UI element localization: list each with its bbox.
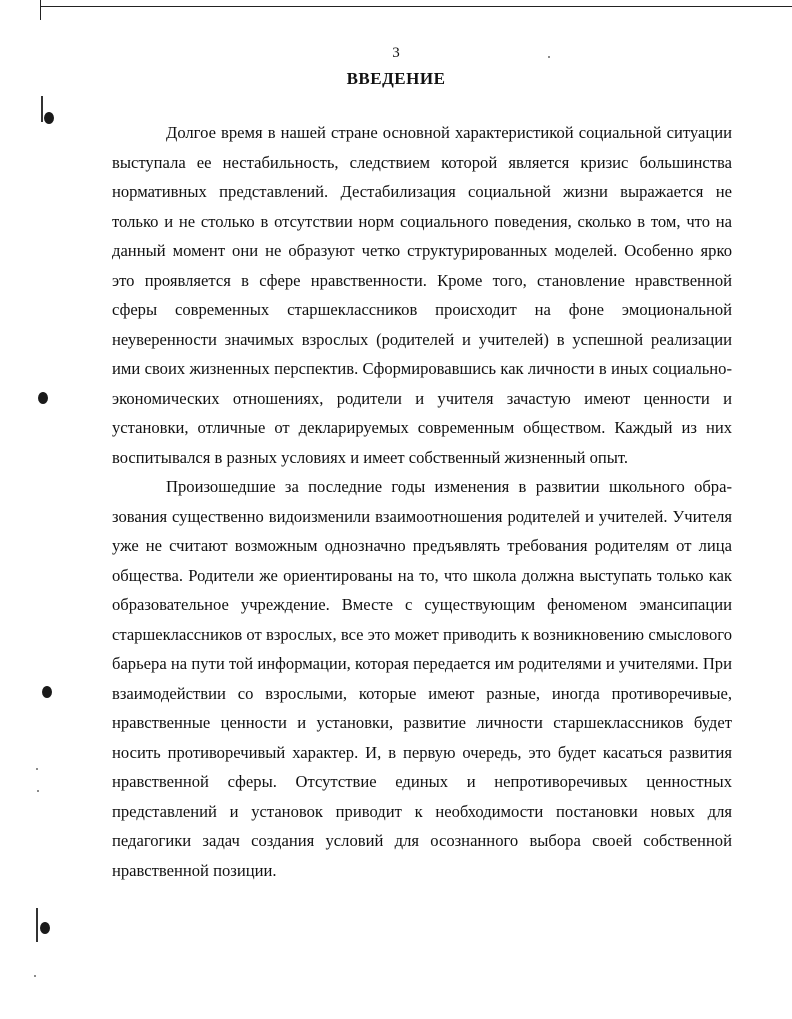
section-heading: ВВЕДЕНИЕ	[346, 69, 446, 88]
punch-hole-mark	[44, 112, 54, 124]
scan-mark	[36, 908, 38, 942]
paragraph: Долгое время в нашей стране основной характеристикой социальной ситуации выступала ее нестабильность, следствием которой является кризис большинства нормативных представлений. Дестабилизация социальной жизни выражается не только и не столько в отсутствии норм социального поведения, сколько в том, что на данный момент они не образуют четко структурированных моделей. Особенно ярко это проявляется в сфере нравственности. Кроме того, становление нравственной сферы современных старшеклассников происходит на фоне эмоциональной неуверенности значимых взрослых (родителей и учителей) в успешной реализации ими своих жизненных перспектив. Сформировавшись как личности в иных социально-экономических отношениях, родители и учителя зачастую имеют ценности и установки, отличные от декларируемых современным обществом. Каждый из них воспитывался в разных условиях и имеет собственный жизненный опыт.	[112, 123, 732, 467]
punch-hole-mark	[40, 922, 50, 934]
scan-speck	[37, 790, 39, 792]
page-border-top	[40, 6, 792, 7]
body-text	[112, 118, 732, 885]
page-number: 3	[392, 45, 400, 61]
punch-hole-mark	[38, 392, 48, 404]
page-border-left	[40, 0, 41, 20]
scan-speck	[34, 975, 36, 977]
scan-mark	[41, 96, 43, 122]
paragraph: Произошедшие за последние годы изменения в развитии школьного образования существенно видоизменили взаимоотношения родителей и учителей. Учителя уже не считают возможным однозначно предъявлять требования родителям от лица общества. Родители же ориентированы на то, что школа должна выступать только как образовательное учреждение. Вместе с существующим феноменом эмансипации старшеклассников от взрослых, все это может приводить к возникновению смыслового барьера на пути той информации, которая передается им родителями и учителями. При взаимодействии со взрослыми, которые имеют разные, иногда противоречивые, нравственные ценности и установки, развитие личности старшеклассников будет носить противоречивый характер. И, в первую очередь, это будет касаться развития нравственной сферы. Отсутствие единых и непротиворечивых ценностных представлений и установок приводит к необходимости постановки новых для педагогики задач создания условий для осознанного выбора своей собственной нравственной позиции.	[112, 477, 732, 880]
scan-speck	[36, 768, 38, 770]
punch-hole-mark	[42, 686, 52, 698]
